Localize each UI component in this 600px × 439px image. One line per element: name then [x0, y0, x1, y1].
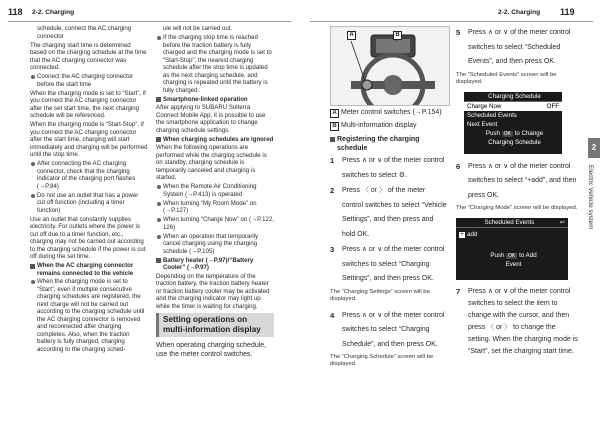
bullet-item: When turning “My Room Mode” on (→P.127) — [156, 200, 274, 215]
legend-b: B Multi-information display — [330, 121, 448, 131]
callout-label-b: B — [393, 31, 402, 40]
step-7: 7 Press ∧ or ∨ of the meter control switches to select the item to change with the cursor, and then press 〈 or 〉 to change the setting. When the charging mode is “Start”, set the charging start time. — [456, 287, 578, 355]
step-note: The “Charging Mode” screen will be displayed. — [456, 205, 578, 211]
column-1 — [30, 25, 148, 355]
bullet-continuation: ule will not be carried out. — [163, 25, 233, 32]
paragraph: Depending on the temperature of the traction battery, the traction battery heater or traction battery cooler may be activated and the charging indicator may light up while the timer is waiting for charging. — [156, 272, 270, 310]
plus-icon: + — [460, 232, 464, 238]
step-2: 2 Press 〈 or 〉 of the meter control switches to select “Vehicle Settings”, and then press and hold OK. — [330, 186, 447, 238]
bullet-item: When turning “Charge Now” on (→P.122, 126) — [156, 216, 274, 231]
bullet-item: When the Remote Air Conditioning System (→P.413) is operated — [156, 183, 274, 198]
bullet-item: When an operation that temporarily cancel charging using the charging schedule (→P.105) — [156, 233, 274, 256]
section-heading-box: Setting operations on multi-information display — [156, 313, 274, 337]
bullet-item: After connecting the AC charging connector, check that the charging indicator of the charging port flashes (→P.84) — [30, 160, 148, 190]
step-5: 5 Press ∧ or ∨ of the meter control switches to select “Scheduled Events”, and then press OK. — [456, 28, 571, 65]
display-screen-scheduled-events — [456, 218, 568, 280]
column-4 — [456, 26, 578, 359]
screen-footer: Push OK to Change — [485, 129, 544, 137]
paragraph: When the charging mode is set to “Start”, if you connect the AC charging connector after the set start time, the next charging schedule will be referenced. — [30, 89, 146, 119]
screen-footer-2: Charging Schedule — [488, 138, 541, 146]
step-6: 6 Press ∧ or ∨ of the meter control switches to select “+add”, and then press OK. — [456, 161, 577, 199]
paragraph: When operating charging schedule, use the meter control switches. — [156, 342, 267, 358]
bullet-item: Connect the AC charging connector before the start time — [30, 73, 148, 88]
header-rule-right — [310, 21, 593, 22]
display-screen-charging-schedule — [464, 92, 562, 154]
subheading: When the AC charging connector remains connected to the vehicle — [30, 262, 148, 277]
header-rule-left — [8, 21, 291, 22]
callout-label-a: A — [347, 31, 356, 40]
paragraph: When the charging mode is “Start-Stop”, if you connect the AC charging connector after the start time, charging will start immediately and charging will be performed until the stop time. — [30, 121, 148, 158]
screen-row-next-event: Next Event — [467, 120, 498, 128]
paragraph: When the following operations are performed while the charging schedule is on standby, charging schedule is temporarily canceled and charging is started. — [156, 144, 267, 181]
paragraph: After applying to SUBARU Solterra Connect Mobile App, it is possible to use the smartphone application to change charging schedule settings. — [156, 104, 266, 134]
screen-footer-2: Event — [505, 261, 522, 268]
page-number-left: 118 — [8, 7, 23, 17]
paragraph: The charging start time is determined based on the charging schedule at the time that the AC charging connector was connected. — [30, 41, 147, 71]
screen-footer: Push OK to Add — [490, 252, 537, 259]
page-number-right: 119 — [560, 7, 575, 17]
bullet-continuation: schedule, connect the AC charging connector — [37, 25, 132, 40]
screen-row-scheduled-events: Scheduled Events — [467, 111, 517, 119]
back-icon: ↩ — [559, 219, 565, 226]
bullet-item: When the charging mode is set to “Start”, even if multiple consecutive charging schedules are registered, the next charge will not be carried out according to the charging schedule until the AC charging connector is removed and reconnected after charging completes. Also, when the traction battery is fully charged, charging according to the charging sched- — [30, 278, 148, 353]
step-note: The “Scheduled Events” screen will be displayed. — [456, 71, 557, 85]
bullet-item: Do not use an outlet that has a power cut off function (including a timer function) — [30, 192, 148, 215]
chapter-tab: 2 — [588, 138, 600, 158]
step-note: The “Charging Schedule” screen will be displayed. — [330, 354, 434, 367]
section-title-right: 2-2. Charging — [498, 9, 541, 16]
step-note: The “Charging Settings” screen will be displayed. — [330, 288, 430, 302]
paragraph: Use an outlet that constantly supplies electricity. For outlets where the power is cut off due to a timer function, etc., charging may not be carried out according to the charging schedule if the power is cut off during the set time. — [30, 215, 146, 260]
subheading: When charging schedules are ignored — [156, 136, 274, 144]
step-1: 1 Press ∧ or ∨ of the meter control switches to select ⚙. — [330, 156, 445, 179]
subheading: Registering the charging schedule — [330, 135, 448, 153]
column-2 — [156, 25, 274, 361]
screen-row-charge-now: Charge Now OFF — [464, 102, 562, 111]
steering-wheel-illustration — [330, 26, 450, 106]
column-3 — [330, 108, 448, 374]
screen-title: Scheduled Events ↩ — [456, 218, 568, 228]
section-title-left: 2-2. Charging — [32, 9, 75, 16]
bullet-item: If the charging stop time is reached before the traction battery is fully charged and the charging mode is set to “Start-Stop”, the nearest charging schedule after the stop time is updated as the next charging schedule, and charging is repeated until the battery is fully charged. — [156, 34, 274, 94]
legend-a: A Meter control switches (→P.154) — [330, 108, 448, 118]
step-3: 3 Press ∧ or ∨ of the meter control switches to select “Charging Settings”, and then press OK. — [330, 245, 445, 282]
screen-row-add: + add — [460, 231, 478, 238]
subheading: Smartphone-linked operation — [156, 96, 274, 104]
screen-title: Charging Schedule — [464, 92, 562, 102]
step-4: 4 Press ∧ or ∨ of the meter control switches to select “Charging Schedule”, and then press OK. — [330, 310, 445, 348]
subheading: Battery heater (→P.97)/“Battery Cooler” (→P.97) — [156, 257, 274, 272]
